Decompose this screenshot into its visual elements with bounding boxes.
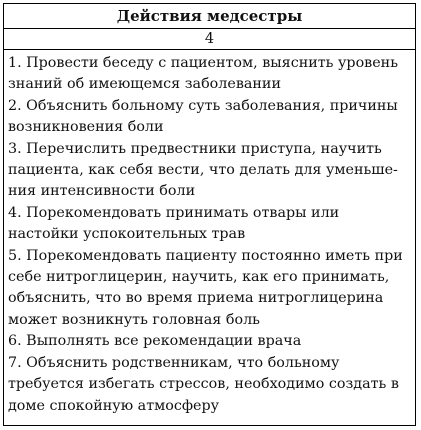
action-item-4 (8, 203, 409, 246)
action-item-line: 2. Объяснить больному суть заболевания, причины (8, 97, 398, 114)
action-item-line: 5. Порекомендовать пациенту постоянно иметь при (8, 247, 403, 264)
action-item-line: требуется избегать стрессов, необходимо создать в (8, 376, 399, 393)
action-item-line: 4. Порекомендовать принимать отвары или (8, 204, 340, 221)
action-item-line: себе нитроглицерин, научить, как его принимать, (8, 269, 390, 286)
action-item-7 (8, 353, 409, 417)
action-item-line: объяснить, что во время приема нитроглицерина (8, 290, 384, 307)
action-item-1 (8, 53, 409, 96)
actions-list (4, 50, 415, 417)
action-item-line: 7. Объяснить родственникам, что больному (8, 354, 340, 371)
action-item-line: доме спокойную атмосферу (8, 397, 220, 414)
action-item-5 (8, 246, 409, 332)
action-item-line: пациента, как себя вести, что делать для уменьше- (8, 162, 398, 179)
action-item-2 (8, 96, 409, 139)
nurse-actions-table (3, 3, 416, 426)
action-item-line: 3. Перечислить предвестники приступа, научить (8, 140, 382, 157)
action-item-line: настойки успокоительных трав (8, 226, 246, 243)
action-item-3 (8, 139, 409, 203)
table-header: Действия медсестры (4, 4, 415, 29)
action-item-line: 1. Провести беседу с пациентом, выяснить уровень (8, 55, 398, 71)
action-item-line: может возникнуть головная боль (8, 311, 260, 328)
column-number: 4 (4, 29, 415, 50)
action-item-line: 6. Выполнять все рекомендации врача (8, 333, 302, 350)
action-item-6 (8, 331, 409, 352)
action-item-line: знаний об имеющемся заболевании (8, 76, 281, 93)
action-item-line: возникновения боли (8, 119, 164, 136)
action-item-line: ния интенсивности боли (8, 183, 196, 200)
